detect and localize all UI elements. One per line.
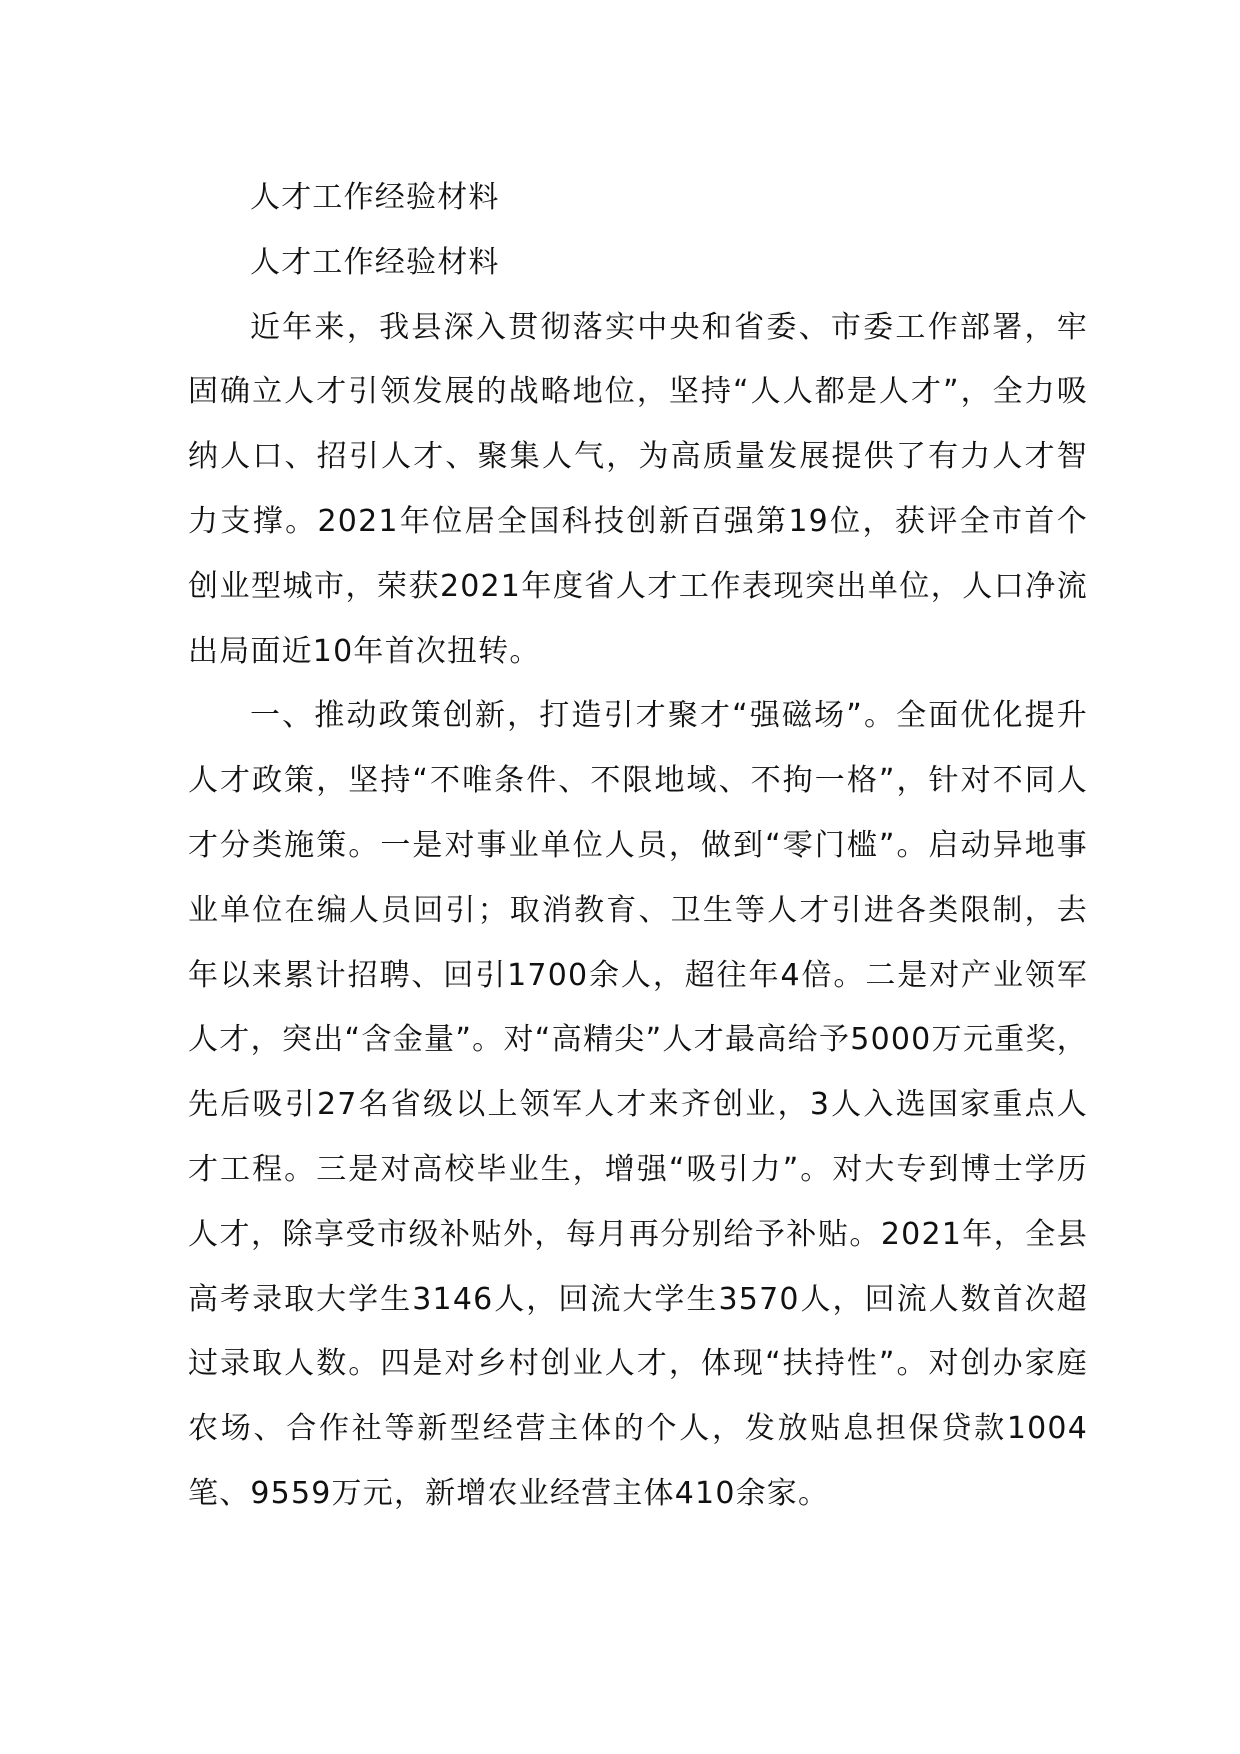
document-body: [188, 166, 1088, 1527]
document-subtitle: 人才工作经验材料: [250, 244, 500, 280]
intro-paragraph: 近年来，我县深入贯彻落实中央和省委、市委工作部署，牢固确立人才引领发展的战略地位，坚持“人人都是人才”，全力吸纳人口、招引人才、聚集人气，为高质量发展提供了有力人才智力支撑。2021年位居全国科技创新百强第19位，获评全市首个创业型城市，荣获2021年度省人才工作表现突出单位，人口净流出局面近10年首次扭转。: [188, 309, 1088, 669]
section-one-paragraph: 一、推动政策创新，打造引才聚才“强磁场”。全面优化提升人才政策，坚持“不唯条件、不限地域、不拘一格”，针对不同人才分类施策。一是对事业单位人员，做到“零门槛”。启动异地事业单位在编人员回引；取消教育、卫生等人才引进各类限制，去年以来累计招聘、回引1700余人，超往年4倍。二是对产业领军人才，突出“含金量”。对“高精尖”人才最高给予5000万元重奖，先后吸引27名省级以上领军人才来齐创业，3人入选国家重点人才工程。三是对高校毕业生，增强“吸引力”。对大专到博士学历人才，除享受市级补贴外，每月再分别给予补贴。2021年，全县高考录取大学生3146人，回流大学生3570人，回流人数首次超过录取人数。四是对乡村创业人才，体现“扶持性”。对创办家庭农场、合作社等新型经营主体的个人，发放贴息担保贷款1004笔、9559万元，新增农业经营主体410余家。: [188, 698, 1088, 1511]
document-title: 人才工作经验材料: [250, 180, 500, 215]
